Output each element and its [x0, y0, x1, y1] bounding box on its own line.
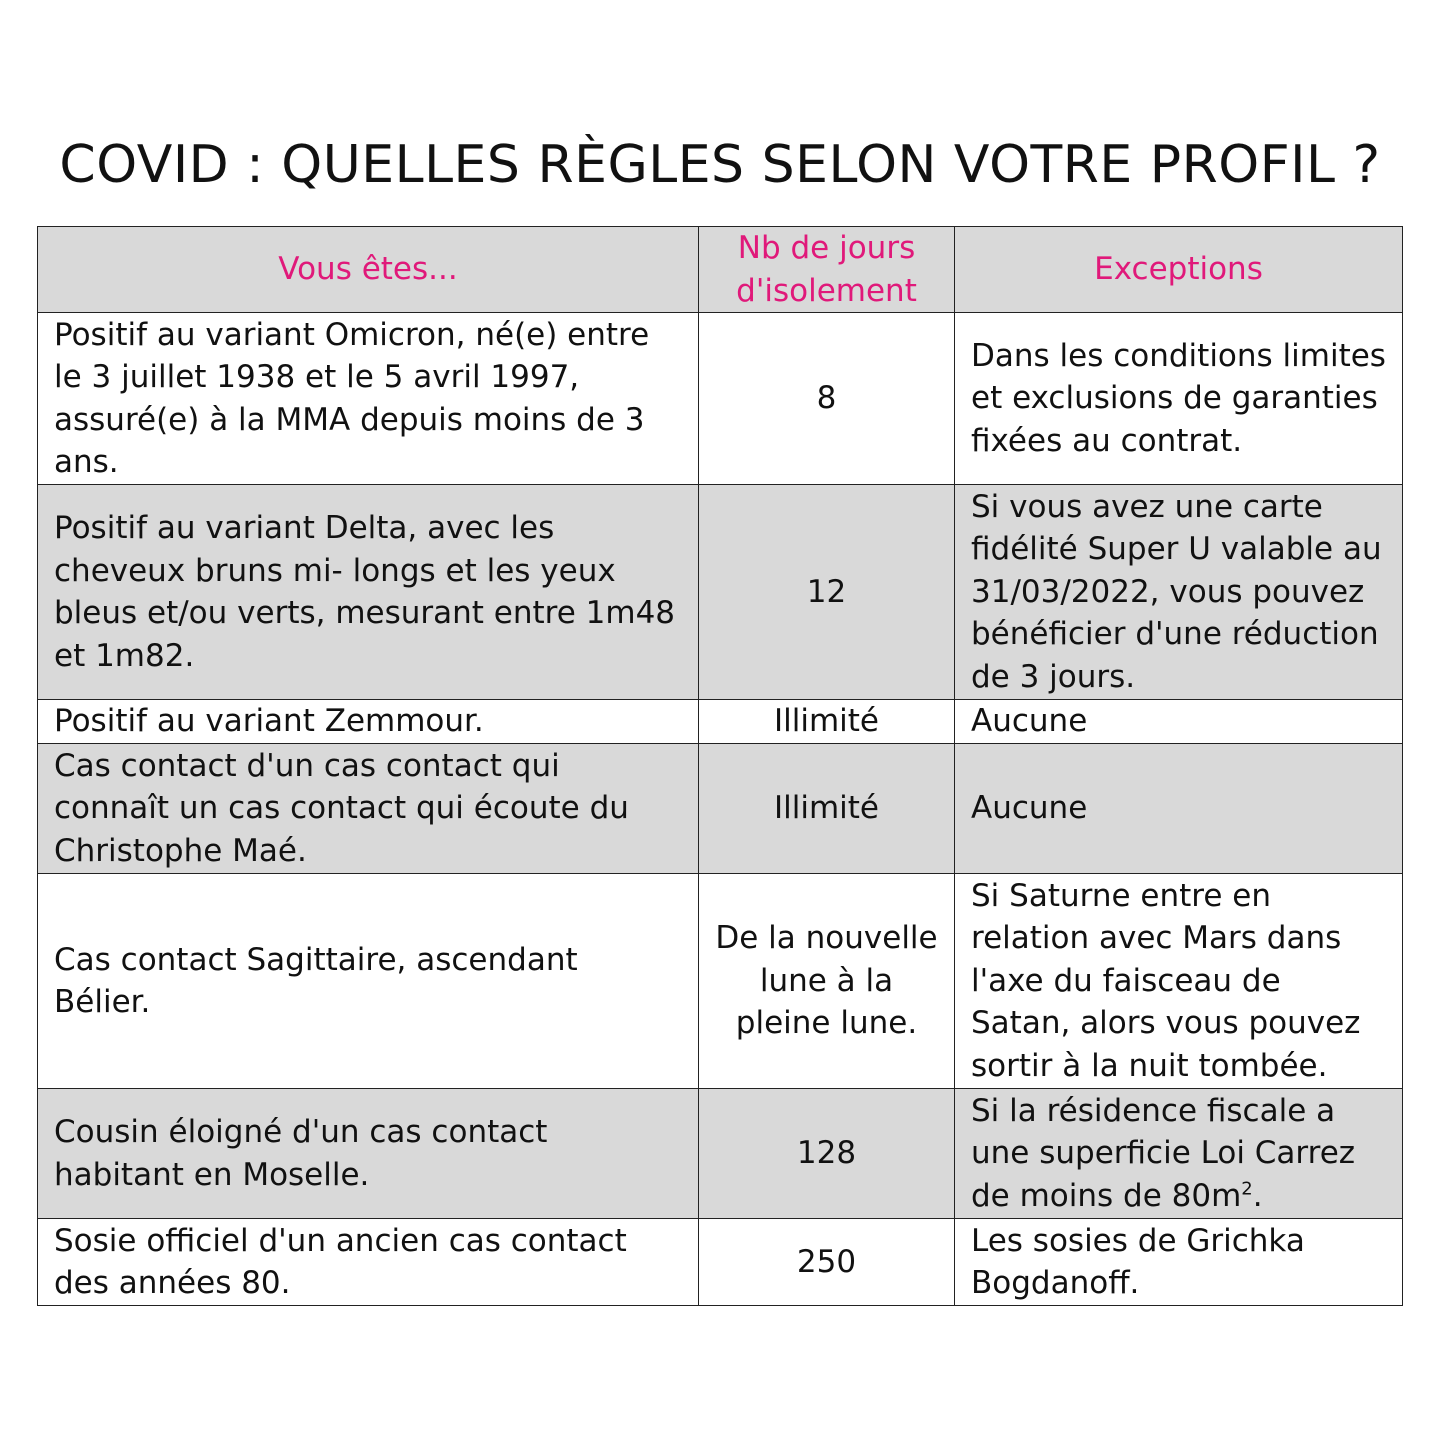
days-cell: Illimité [699, 744, 955, 874]
table-row [38, 1219, 1403, 1306]
profile-cell: Cas contact d'un cas contact qui connaît un cas contact qui écoute du Christophe Maé. [38, 744, 699, 874]
column-header-days: Nb de jours d'isolement [699, 227, 955, 313]
days-cell: 8 [699, 313, 955, 485]
days-cell: Illimité [699, 700, 955, 744]
table-row [38, 313, 1403, 485]
exception-cell: Dans les conditions limites et exclusions de garanties fixées au contrat. [955, 313, 1403, 485]
days-cell: De la nouvelle lune à la pleine lune. [699, 874, 955, 1089]
rules-table [37, 226, 1403, 1306]
table-row [38, 874, 1403, 1089]
profile-cell: Cousin éloigné d'un cas contact habitant en Moselle. [38, 1089, 699, 1219]
days-cell: 250 [699, 1219, 955, 1306]
days-cell: 12 [699, 485, 955, 700]
exception-cell: Les sosies de Grichka Bogdanoff. [955, 1219, 1403, 1306]
profile-cell: Sosie officiel d'un ancien cas contact des années 80. [38, 1219, 699, 1306]
profile-cell: Positif au variant Delta, avec les cheveux bruns mi- longs et les yeux bleus et/ou verts, mesurant entre 1m48 et 1m82. [38, 485, 699, 700]
exception-cell: Aucune [955, 744, 1403, 874]
table-row [38, 485, 1403, 700]
exception-text-end: . [1252, 1177, 1263, 1214]
profile-cell: Positif au variant Zemmour. [38, 700, 699, 744]
exception-cell: Aucune [955, 700, 1403, 744]
superscript-squared: 2 [1241, 1178, 1253, 1200]
table-row [38, 1089, 1403, 1219]
column-header-exceptions: Exceptions [955, 227, 1403, 313]
table-header-row [38, 227, 1403, 313]
profile-cell: Positif au variant Omicron, né(e) entre le 3 juillet 1938 et le 5 avril 1997, assuré(e) à la MMA depuis moins de 3 ans. [38, 313, 699, 485]
exception-cell: Si vous avez une carte fidélité Super U valable au 31/03/2022, vous pouvez bénéficier d'une réduction de 3 jours. [955, 485, 1403, 700]
exception-text: Si la résidence fiscale a une superficie Loi Carrez de moins de 80m [971, 1092, 1356, 1214]
column-header-profile: Vous êtes... [38, 227, 699, 313]
table-row [38, 700, 1403, 744]
profile-cell: Cas contact Sagittaire, ascendant Bélier. [38, 874, 699, 1089]
page-title: COVID : QUELLES RÈGLES SELON VOTRE PROFIL ? [59, 135, 1381, 195]
exception-cell [955, 1089, 1403, 1219]
days-cell: 128 [699, 1089, 955, 1219]
exception-cell: Si Saturne entre en relation avec Mars dans l'axe du faisceau de Satan, alors vous pouvez sortir à la nuit tombée. [955, 874, 1403, 1089]
table-row [38, 744, 1403, 874]
